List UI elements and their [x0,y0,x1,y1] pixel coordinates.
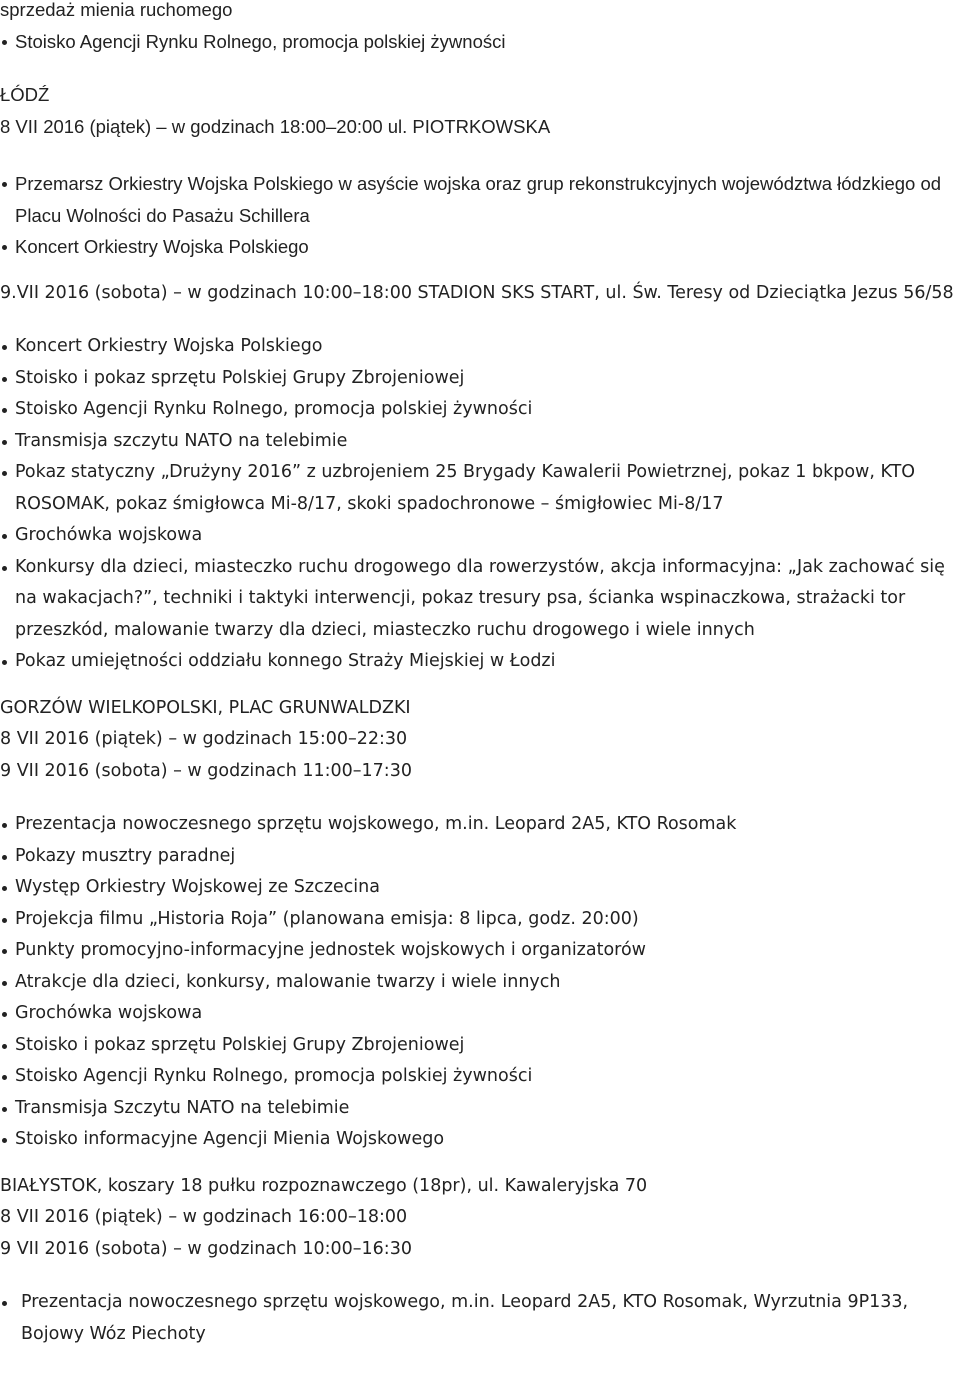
list-item: Atrakcje dla dzieci, konkursy, malowanie twarzy i wiele innych [0,967,960,999]
bialystok-list [0,1287,960,1350]
list-item: Prezentacja nowoczesnego sprzętu wojskowego, m.in. Leopard 2A5, KTO Rosomak, Wyrzutnia 9P133, Bojowy Wóz Piechoty [0,1287,960,1350]
section-heading-gorzow: GORZÓW WIELKOPOLSKI, PLAC GRUNWALDZKI [0,697,411,718]
list-item: Pokaz statyczny „Drużyny 2016” z uzbrojeniem 25 Brygady Kawalerii Powietrznej, pokaz 1 bkpow, KTO ROSOMAK, pokaz śmigłowca Mi-8/17, skoki spadochronowe – śmigłowiec Mi-8/17 [0,457,960,520]
list-item: Przemarsz Orkiestry Wojska Polskiego w asyście wojska oraz grup rekonstrukcyjnych województwa łódzkiego od Placu Wolności do Pasażu Schillera [0,168,960,231]
schedule-lodz-friday: 8 VII 2016 (piątek) – w godzinach 18:00–20:00 ul. PIOTRKOWSKA [0,115,551,137]
list-item: Stoisko Agencji Rynku Rolnego, promocja polskiej żywności [0,26,960,58]
list-item: Stoisko i pokaz sprzętu Polskiej Grupy Zbrojeniowej [0,363,960,395]
schedule-bialystok-friday: 8 VII 2016 (piątek) – w godzinach 16:00–18:00 [0,1207,408,1227]
list-item: Projekcja filmu „Historia Roja” (planowana emisja: 8 lipca, godz. 20:00) [0,904,960,936]
intro-list [0,26,960,58]
list-item: Konkursy dla dzieci, miasteczko ruchu drogowego dla rowerzystów, akcja informacyjna: „Jak zachować się na wakacjach?”, techniki i taktyki interwencji, pokaz tresury psa, ścianka wspinaczkowa, strażacki tor przeszkód, malowanie twarzy dla dzieci, miasteczko ruchu drogowego i wiele innych [0,552,960,647]
list-item: Stoisko informacyjne Agencji Mienia Wojskowego [0,1124,960,1156]
list-item: Grochówka wojskowa [0,998,960,1030]
schedule-bialystok-saturday: 9 VII 2016 (sobota) – w godzinach 10:00–16:30 [0,1238,412,1259]
schedule-gorzow-saturday: 9 VII 2016 (sobota) – w godzinach 11:00–17:30 [0,760,412,781]
lodz-friday-list [0,168,960,263]
list-item: Koncert Orkiestry Wojska Polskiego [0,231,960,263]
list-item: Stoisko Agencji Rynku Rolnego, promocja polskiej żywności [0,1061,960,1093]
list-item: Pokazy musztry paradnej [0,841,960,873]
list-item: Transmisja szczytu NATO na telebimie [0,426,960,458]
lodz-saturday-list [0,331,960,678]
list-item: Stoisko i pokaz sprzętu Polskiej Grupy Zbrojeniowej [0,1030,960,1062]
list-item: Grochówka wojskowa [0,520,960,552]
intro-text-line: sprzedaż mienia ruchomego [0,0,233,20]
list-item: Stoisko Agencji Rynku Rolnego, promocja polskiej żywności [0,394,960,426]
list-item: Pokaz umiejętności oddziału konnego Straży Miejskiej w Łodzi [0,646,960,678]
gorzow-list [0,809,960,1156]
list-item: Prezentacja nowoczesnego sprzętu wojskowego, m.in. Leopard 2A5, KTO Rosomak [0,809,960,841]
list-item: Transmisja Szczytu NATO na telebimie [0,1093,960,1125]
section-heading-lodz: ŁÓDŹ [0,84,50,105]
list-item: Koncert Orkiestry Wojska Polskiego [0,331,960,363]
list-item: Występ Orkiestry Wojskowej ze Szczecina [0,872,960,904]
list-item: Punkty promocyjno-informacyjne jednostek wojskowych i organizatorów [0,935,960,967]
schedule-lodz-saturday: 9.VII 2016 (sobota) – w godzinach 10:00–18:00 STADION SKS START, ul. Św. Teresy od Dzieciątka Jezus 56/58 [0,282,954,303]
section-heading-bialystok: BIAŁYSTOK, koszary 18 pułku rozpoznawczego (18pr), ul. Kawaleryjska 70 [0,1175,648,1196]
schedule-gorzow-friday: 8 VII 2016 (piątek) – w godzinach 15:00–22:30 [0,729,408,749]
